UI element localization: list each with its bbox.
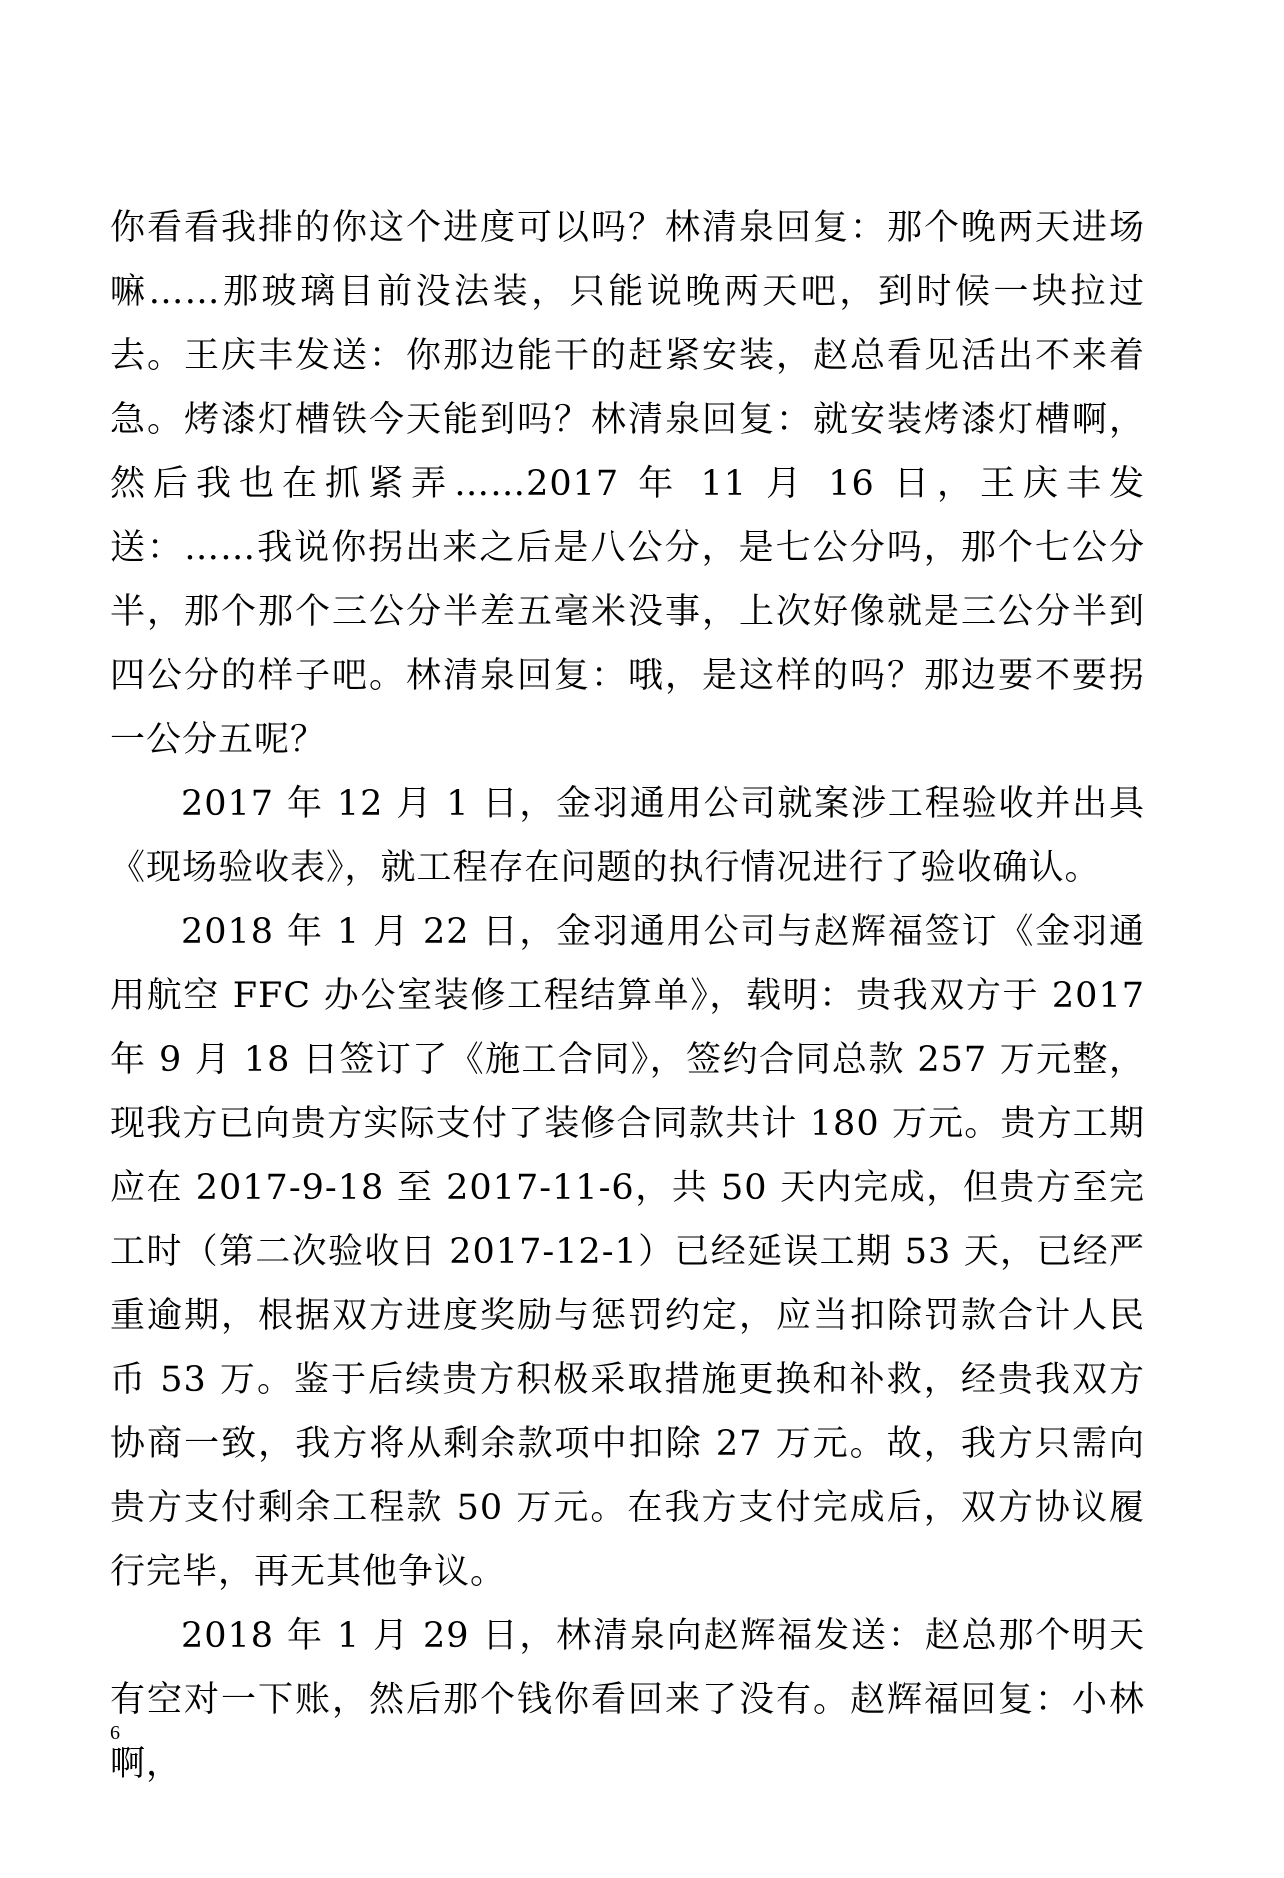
paragraph-acceptance: 2017 年 12 月 1 日，金羽通用公司就案涉工程验收并出具《现场验收表》，就工程存在问题的执行情况进行了验收确认。 [110, 784, 1145, 888]
page-number: 6 [110, 1722, 120, 1744]
document-body [110, 196, 1145, 1796]
paragraph-settlement: 2018 年 1 月 22 日，金羽通用公司与赵辉福签订《金羽通用航空 FFC 办公室装修工程结算单》，载明：贵我双方于 2017 年 9 月 18 日签订了《施工合同》，签约合同总款 257 万元整，现我方已向贵方实际支付了装修合同款共计 180 万元。贵方工期应在 2017-9-18 至 2017-11-6，共 50 天内完成，但贵方至完工时（第二次验收日 2017-12-1）已经延误工期 53 天，已经严重逾期，根据双方进度奖励与惩罚约定，应当扣除罚款合计人民币 53 万。鉴于后续贵方积极采取措施更换和补救，经贵我双方协商一致，我方将从剩余款项中扣除 27 万元。故，我方只需向贵方支付剩余工程款 50 万元。在我方支付完成后，双方协议履行完毕，再无其他争议。 [110, 912, 1145, 1592]
paragraph-chat-log: 你看看我排的你这个进度可以吗？林清泉回复：那个晚两天进场嘛……那玻璃目前没法装，只能说晚两天吧，到时候一块拉过去。王庆丰发送：你那边能干的赶紧安装，赵总看见活出不来着急。烤漆灯槽铁今天能到吗？林清泉回复：就安装烤漆灯槽啊，然后我也在抓紧弄……2017 年 11 月 16 日，王庆丰发送：……我说你拐出来之后是八公分，是七公分吗，那个七公分半，那个那个三公分半差五毫米没事，上次好像就是三公分半到四公分的样子吧。林清泉回复：哦，是这样的吗？那边要不要拐一公分五呢？ [110, 208, 1145, 760]
paragraph-message: 2018 年 1 月 29 日，林清泉向赵辉福发送：赵总那个明天有空对一下账，然后那个钱你看回来了没有。赵辉福回复：小林啊， [110, 1616, 1145, 1784]
